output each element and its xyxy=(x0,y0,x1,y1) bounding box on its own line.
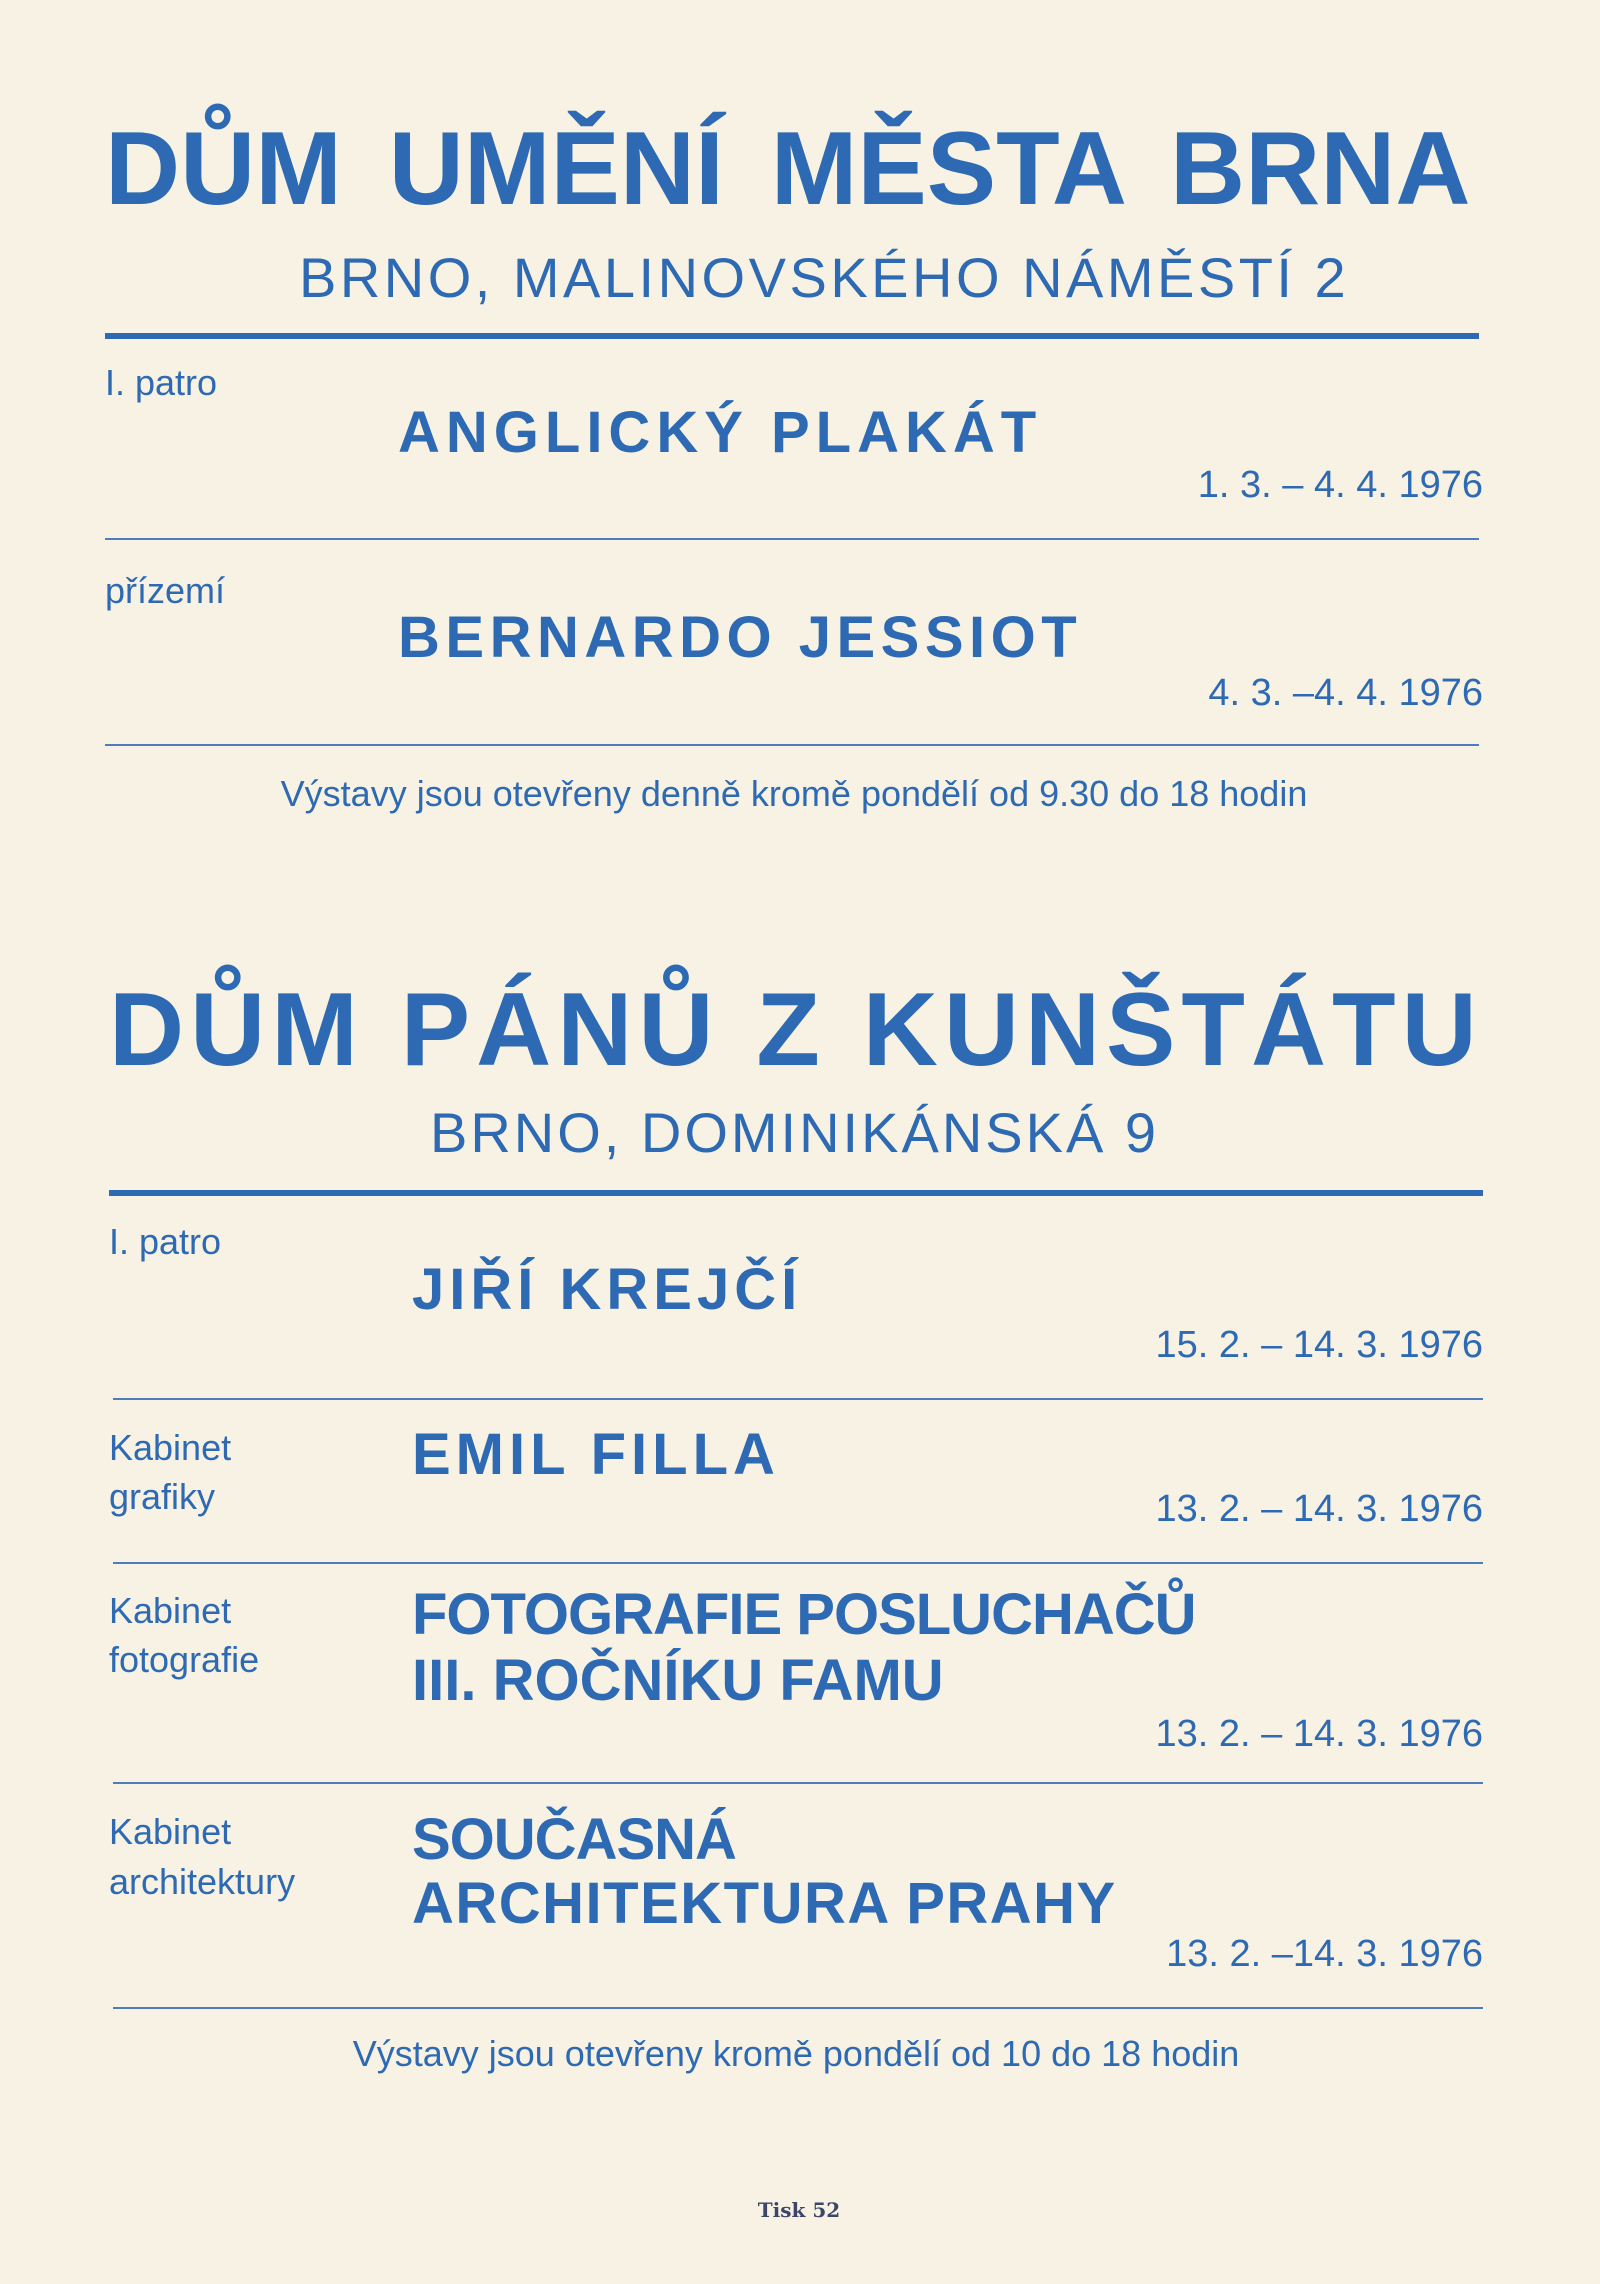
location-line: fotografie xyxy=(109,1639,260,1680)
exhibition-dates: 4. 3. –4. 4. 1976 xyxy=(1208,672,1483,714)
thin-divider xyxy=(105,538,1479,540)
opening-hours: Výstavy jsou otevřeny kromě pondělí od 10 do 18 hodin xyxy=(352,2033,1240,2074)
location-line: přízemí xyxy=(105,570,226,611)
venue-address: BRNO, DOMINIKÁNSKÁ 9 xyxy=(430,1101,1160,1164)
exhibition-title xyxy=(412,1582,1196,1714)
opening-hours: Výstavy jsou otevřeny denně kromě pondělí od 9.30 do 18 hodin xyxy=(280,773,1308,814)
exhibition-dates: 13. 2. – 14. 3. 1976 xyxy=(1155,1713,1483,1755)
thin-divider xyxy=(105,744,1479,746)
exhibition-dates: 13. 2. – 14. 3. 1976 xyxy=(1155,1488,1483,1530)
location-line: grafiky xyxy=(109,1476,216,1517)
print-note: Tisk 52 xyxy=(757,2198,841,2222)
exhibition-dates: 1. 3. – 4. 4. 1976 xyxy=(1197,464,1483,506)
title-line: EMIL FILLA xyxy=(412,1422,780,1487)
venue-title: DŮM UMĚNÍ MĚSTA BRNA xyxy=(105,111,1471,227)
location-line: Kabinet xyxy=(109,1811,232,1852)
exhibition-title xyxy=(398,400,1043,465)
thin-divider xyxy=(113,1562,1483,1564)
exhibition-title xyxy=(412,1257,803,1322)
location-line: I. patro xyxy=(105,362,218,403)
thin-divider xyxy=(113,1398,1483,1400)
exhibition-title xyxy=(412,1808,1117,1936)
location-line: I. patro xyxy=(109,1221,222,1262)
title-line: ARCHITEKTURA PRAHY xyxy=(412,1871,1117,1936)
thin-divider xyxy=(113,1782,1483,1784)
thin-divider xyxy=(113,2007,1483,2009)
exhibition-location xyxy=(109,1217,221,1266)
exhibition-location xyxy=(109,1586,259,1684)
exhibition-title xyxy=(398,605,1083,670)
venue-address: BRNO, MALINOVSKÉHO NÁMĚSTÍ 2 xyxy=(299,246,1350,309)
location-line: Kabinet xyxy=(109,1590,232,1631)
exhibition-dates: 13. 2. –14. 3. 1976 xyxy=(1166,1933,1483,1975)
exhibition-location xyxy=(105,566,225,615)
title-line: JIŘÍ KREJČÍ xyxy=(412,1257,803,1322)
exhibition-location xyxy=(105,358,217,407)
exhibition-title xyxy=(412,1422,780,1487)
location-line: architektury xyxy=(109,1861,296,1902)
title-line: ANGLICKÝ PLAKÁT xyxy=(398,400,1043,465)
title-line: FOTOGRAFIE POSLUCHAČŮ xyxy=(412,1582,1196,1647)
thick-divider xyxy=(109,1190,1483,1196)
venue-title: DŮM PÁNŮ Z KUNŠTÁTU xyxy=(109,972,1483,1088)
location-line: Kabinet xyxy=(109,1427,232,1468)
title-line: III. ROČNÍKU FAMU xyxy=(412,1648,944,1713)
exhibition-location xyxy=(109,1807,295,1907)
exhibition-dates: 15. 2. – 14. 3. 1976 xyxy=(1155,1324,1483,1366)
title-line: BERNARDO JESSIOT xyxy=(398,605,1083,670)
thick-divider xyxy=(105,333,1479,339)
exhibition-location xyxy=(109,1423,231,1521)
title-line: SOUČASNÁ xyxy=(412,1807,736,1872)
